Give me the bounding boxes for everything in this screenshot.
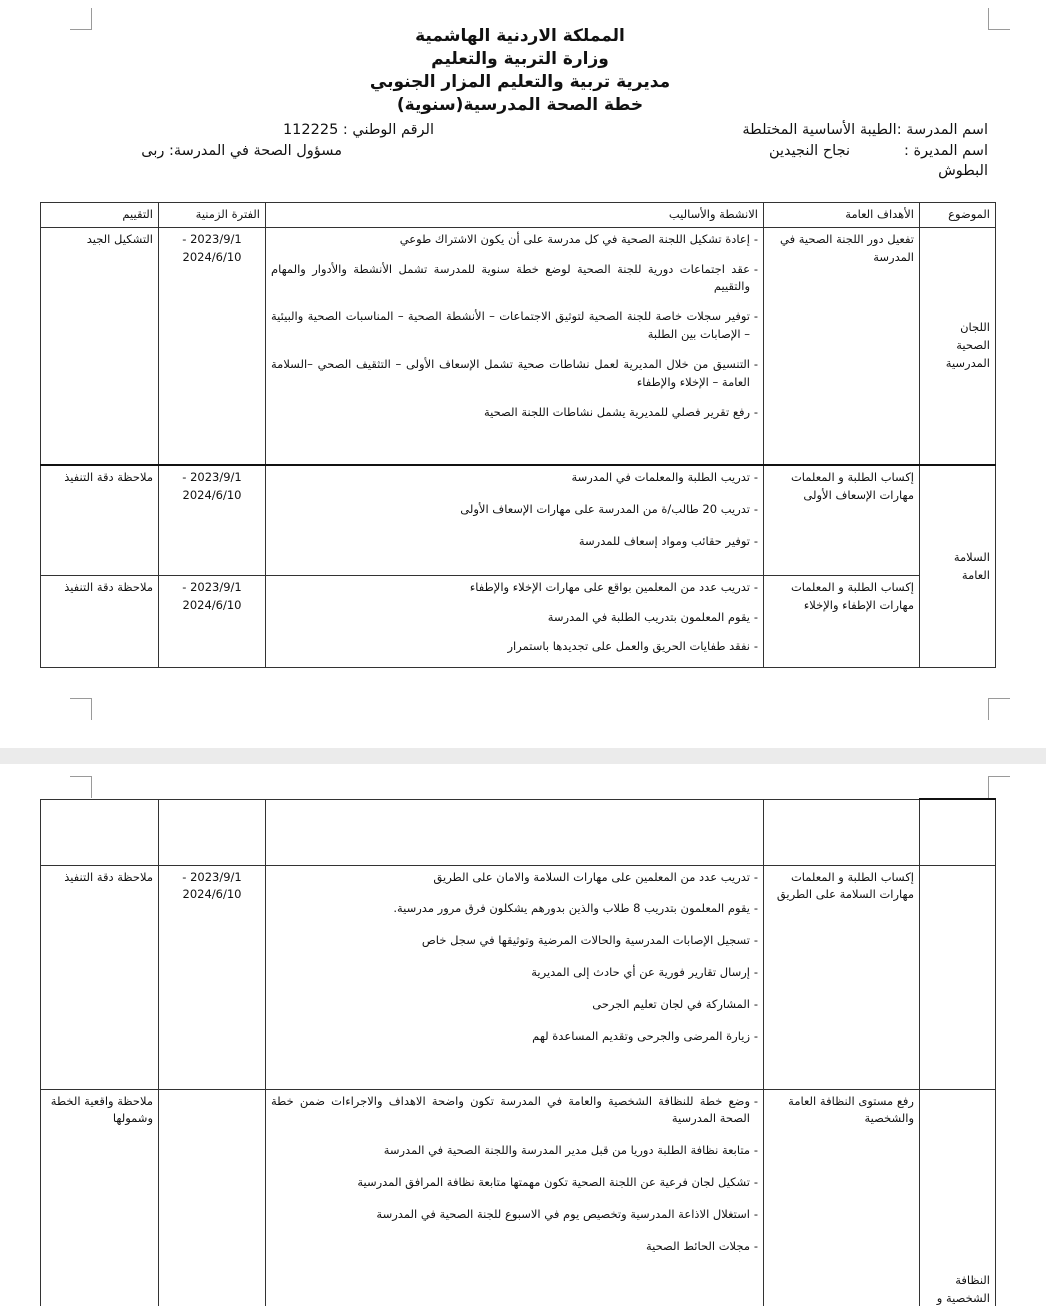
activity-item: - إرسال تقارير فورية عن أي حادث إلى المديرية (271, 964, 758, 982)
activity-item: - تشكيل لجان فرعية عن اللجنة الصحية تكون مهمتها متابعة نظافة المرافق المدرسية (271, 1174, 758, 1192)
page-corner-mark (988, 698, 1010, 720)
topic-cell (920, 799, 996, 865)
activity-item: - توفير سجلات خاصة للجنة الصحية لتوثيق الاجتماعات – الأنشطة الصحية – المناسبات الصحية والبيئية – الإصابات بين الطلبة (271, 308, 758, 344)
activity-item: - التنسيق من خلال المديرية لعمل نشاطات صحية تشمل الإسعاف الأولى – التثقيف الصحي –السلامة العامة – الإخلاء والإطفاء (271, 356, 758, 392)
activity-item: - يقوم المعلمون بتدريب 8 طلاب والذين بدورهم يشكلون فرق مرور مدرسية. (271, 900, 758, 918)
evaluation-cell (41, 799, 159, 865)
activity-item: - توفير حقائب ومواد إسعاف للمدرسة (271, 533, 758, 551)
activity-item: - متابعة نظافة الطلبة دوريا من قبل مدير المدرسة واللجنة الصحية في المدرسة (271, 1142, 758, 1160)
national-number: الرقم الوطني : 112225 (282, 122, 434, 138)
principal-label: اسم المديرة : (903, 143, 988, 159)
activity-item: - المشاركة في لجان تعليم الجرحى (271, 996, 758, 1014)
activity-item: - مجلات الحائط الصحية (271, 1238, 758, 1256)
topic-cell: النظافة الشخصية و (920, 1089, 996, 1306)
table-row-empty (41, 799, 996, 865)
health-plan-table (40, 202, 996, 668)
evaluation-cell: ملاحظة دقة التنفيذ (41, 575, 159, 667)
goal-cell: رفع مستوى النظافة العامة والشخصية (764, 1089, 920, 1306)
evaluation-cell: ملاحظة دقة التنفيذ (41, 865, 159, 1089)
activity-item: - تدريب عدد من المعلمين على مهارات السلامة والامان على الطريق (271, 869, 758, 887)
evaluation-cell: ملاحظة دقة التنفيذ (41, 465, 159, 575)
document-page-2 (0, 764, 1046, 1306)
activities-cell (266, 799, 764, 865)
activity-item: - وضع خطة للنظافة الشخصية والعامة في المدرسة تكون واضحة الاهداف والاجراءات ضمن خطة الصحة المدرسية (271, 1093, 758, 1129)
period-cell (159, 1089, 266, 1306)
page-separator (0, 748, 1046, 764)
activities-list (271, 579, 758, 656)
header-plan-title: خطة الصحة المدرسية(سنوية) (396, 95, 644, 115)
header-ministry: وزارة التربية والتعليم (431, 49, 609, 69)
goal-cell: تفعيل دور اللجنة الصحية في المدرسة (764, 227, 920, 465)
activities-list (271, 469, 758, 550)
evaluation-cell: التشكيل الجيد (41, 227, 159, 465)
activity-item: - زيارة المرضى والجرحى وتقديم المساعدة لهم (271, 1028, 758, 1046)
page-corner-mark (988, 776, 1010, 798)
page-corner-mark (70, 698, 92, 720)
table-row (41, 227, 996, 465)
page-corner-mark (70, 8, 92, 30)
activities-cell (266, 575, 764, 667)
health-officer-surname: البطوش (938, 163, 988, 179)
school-name: اسم المدرسة :الطيبة الأساسية المختلطة (742, 122, 988, 138)
header-topic: الموضوع (920, 203, 996, 228)
activities-cell (266, 465, 764, 575)
table-row (41, 465, 996, 575)
health-plan-table-continued (40, 798, 996, 1306)
period-cell: 2023/9/1 - 2024/6/10 (159, 575, 266, 667)
page-corner-mark (988, 8, 1010, 30)
topic-cell: السلامة العامة (920, 465, 996, 667)
activity-item: - تدريب عدد من المعلمين بواقع على مهارات الإخلاء والإطفاء (271, 579, 758, 597)
header-evaluation: التقييم (41, 203, 159, 228)
activity-item: - رفع تقرير فصلي للمديرية يشمل نشاطات اللجنة الصحية (271, 404, 758, 422)
header-period: الفترة الزمنية (159, 203, 266, 228)
header-kingdom: المملكة الاردنية الهاشمية (415, 26, 625, 46)
activities-list (271, 869, 758, 1046)
goal-cell: إكساب الطلبة و المعلمات مهارات السلامة على الطريق (764, 865, 920, 1089)
period-cell: 2023/9/1 - 2024/6/10 (159, 465, 266, 575)
topic-cell (920, 865, 996, 1089)
header-activities: الانشطة والأساليب (266, 203, 764, 228)
period-cell: 2023/9/1 - 2024/6/10 (159, 865, 266, 1089)
activities-list (271, 231, 758, 422)
goal-cell: إكساب الطلبة و المعلمات مهارات الإطفاء والإخلاء (764, 575, 920, 667)
header-directorate: مديرية تربية والتعليم المزار الجنوبي (369, 72, 671, 92)
activity-item: - استغلال الاذاعة المدرسية وتخصيص يوم في الاسبوع للجنة الصحية في المدرسة (271, 1206, 758, 1224)
period-cell: 2023/9/1 - 2024/6/10 (159, 227, 266, 465)
header-goals: الأهداف العامة (764, 203, 920, 228)
activity-item: - تدريب 20 طالب/ة من المدرسة على مهارات الإسعاف الأولى (271, 501, 758, 519)
table-header-row (41, 203, 996, 228)
table-row (41, 865, 996, 1089)
evaluation-cell: ملاحظة واقعية الخطة وشمولها (41, 1089, 159, 1306)
activities-cell (266, 227, 764, 465)
activities-cell (266, 1089, 764, 1306)
activity-item: - تدريب الطلبة والمعلمات في المدرسة (271, 469, 758, 487)
period-cell (159, 799, 266, 865)
activity-item: - تسجيل الإصابات المدرسية والحالات المرضية وتوثيقها في سجل خاص (271, 932, 758, 950)
principal-name: نجاح النجيدين (768, 143, 850, 159)
activities-list (271, 1093, 758, 1256)
activity-item: - يقوم المعلمون بتدريب الطلبة في المدرسة (271, 609, 758, 627)
activity-item: - عقد اجتماعات دورية للجنة الصحية لوضع خطة سنوية للمدرسة تشمل الأنشطة والأدوار والمهام والتقييم (271, 261, 758, 297)
table-row (41, 1089, 996, 1306)
table-row (41, 575, 996, 667)
activities-cell (266, 865, 764, 1089)
health-officer: مسؤول الصحة في المدرسة: ربى (141, 143, 342, 159)
page-corner-mark (70, 776, 92, 798)
activity-item: - نفقد طفايات الحريق والعمل على تجديدها باستمرار (271, 638, 758, 656)
goal-cell (764, 799, 920, 865)
topic-cell: اللجان الصحية المدرسية (920, 227, 996, 465)
activity-item: - إعادة تشكيل اللجنة الصحية في كل مدرسة على أن يكون الاشتراك طوعي (271, 231, 758, 249)
goal-cell: إكساب الطلبة و المعلمات مهارات الإسعاف الأولى (764, 465, 920, 575)
